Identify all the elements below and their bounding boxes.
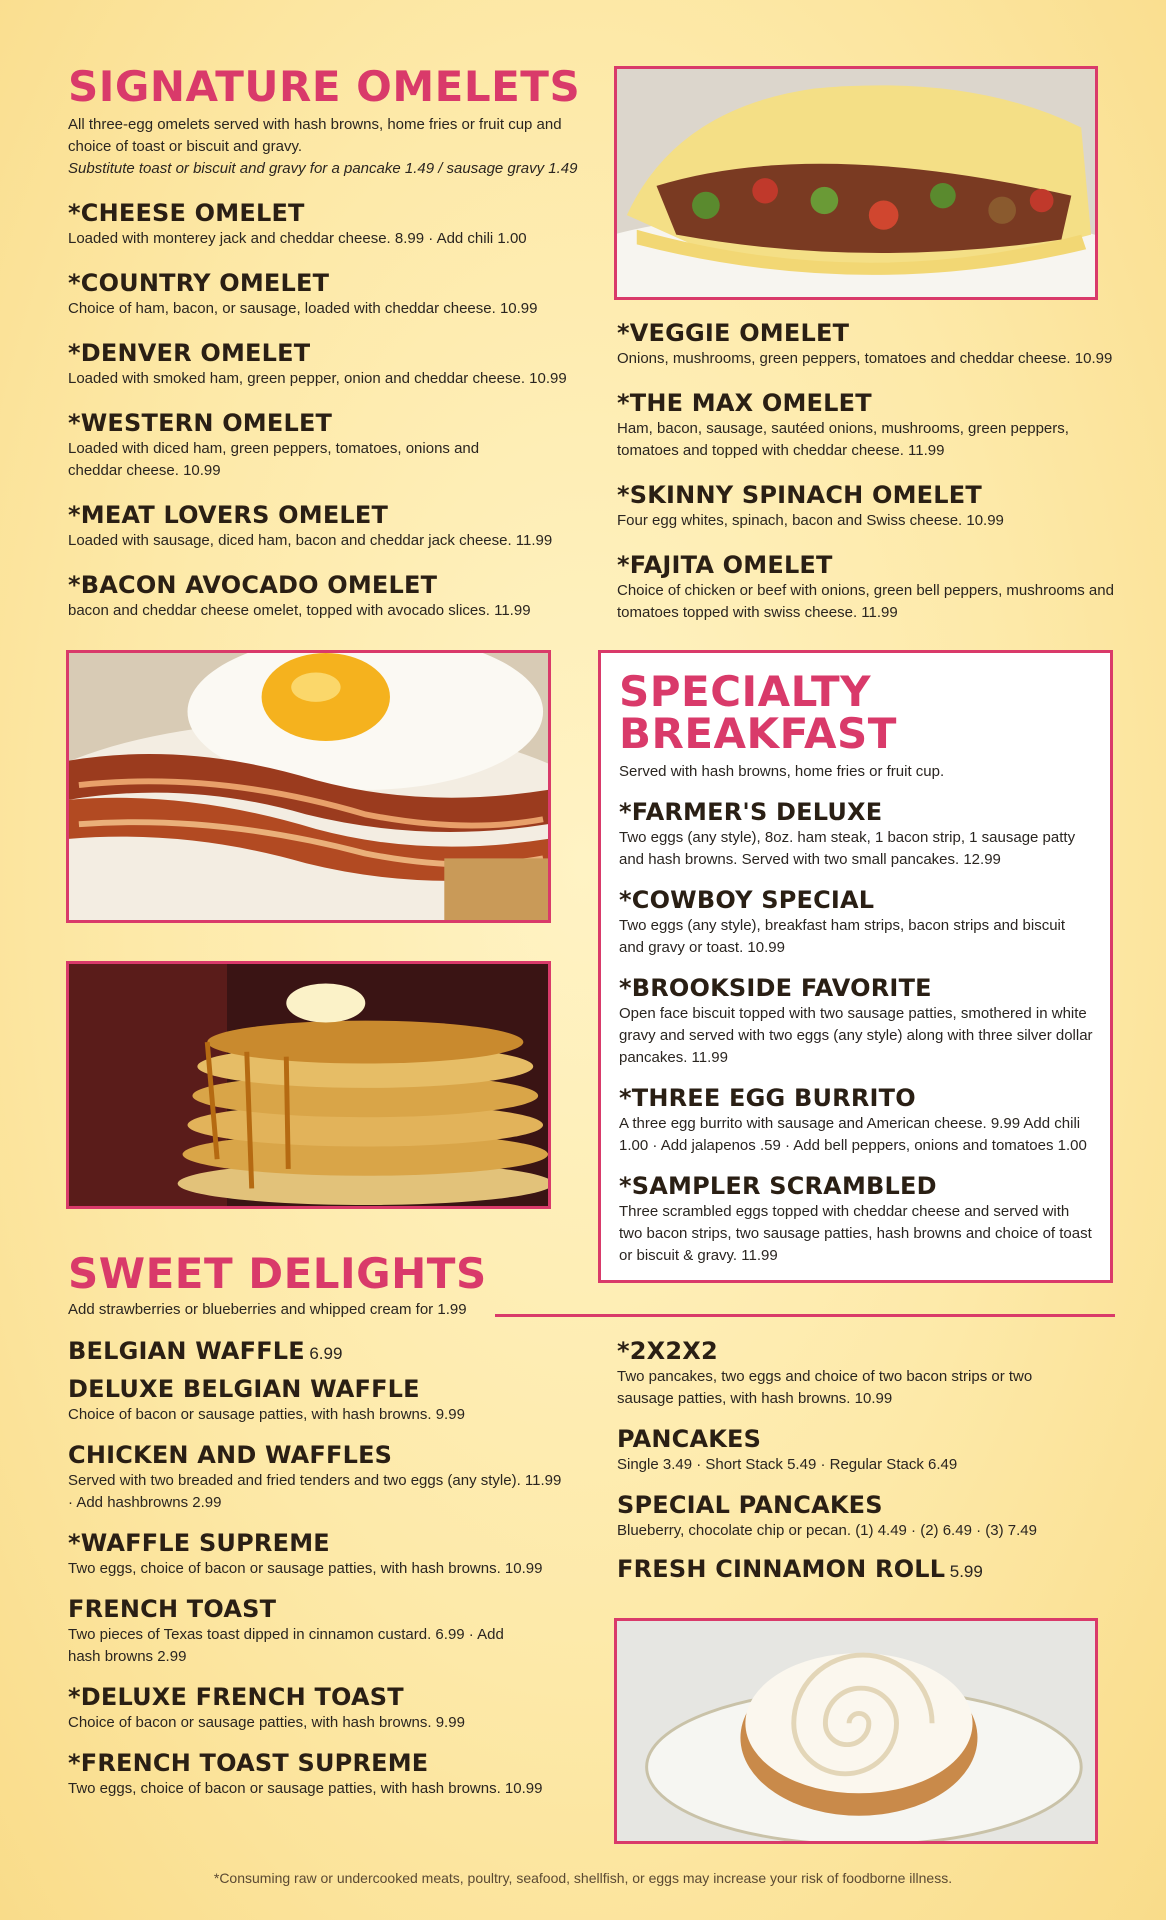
menu-item	[617, 1424, 1117, 1476]
item-name: *FAJITA OMELET	[617, 551, 833, 579]
menu-item	[617, 1554, 1117, 1584]
item-desc: Loaded with monterey jack and cheddar cheese. 8.99 · Add chili 1.00	[68, 230, 527, 247]
item-name: *THREE EGG BURRITO	[619, 1084, 916, 1112]
omelet-image	[617, 69, 1095, 297]
signature-intro-italic: Substitute toast or biscuit and gravy for a pancake 1.49 / sausage gravy 1.49	[68, 160, 578, 177]
menu-item	[617, 480, 1117, 532]
specialty-list	[619, 797, 1094, 1267]
specialty-box	[598, 650, 1113, 1283]
menu-item	[68, 570, 588, 622]
pancakes-image	[69, 964, 548, 1206]
menu-item	[68, 408, 588, 482]
item-name: DELUXE BELGIAN WAFFLE	[68, 1375, 420, 1403]
menu-item	[617, 388, 1117, 462]
menu-item	[68, 1594, 588, 1668]
item-name: *WAFFLE SUPREME	[68, 1529, 330, 1557]
pancakes-photo	[66, 961, 551, 1209]
item-name: *COWBOY SPECIAL	[619, 886, 875, 914]
item-name: *DENVER OMELET	[68, 339, 311, 367]
item-name: *COUNTRY OMELET	[68, 269, 330, 297]
item-name: *2X2X2	[617, 1337, 718, 1365]
signature-right-list	[617, 318, 1117, 624]
item-desc: Three scrambled eggs topped with cheddar cheese and served with two bacon strips, two sausage patties, hash browns and choice of toast or biscuit & gravy. 11.99	[619, 1203, 1092, 1264]
item-name: CHICKEN AND WAFFLES	[68, 1441, 393, 1469]
item-name: *MEAT LOVERS OMELET	[68, 501, 389, 529]
menu-item	[68, 1748, 588, 1800]
signature-left-list	[68, 198, 588, 622]
item-name: FRENCH TOAST	[68, 1595, 277, 1623]
item-name: *WESTERN OMELET	[68, 409, 333, 437]
menu-item	[619, 1171, 1094, 1267]
menu-item	[68, 268, 588, 320]
menu-item	[68, 198, 588, 250]
item-desc: Open face biscuit topped with two sausage patties, smothered in white gravy and served with two eggs (any style) along with three silver dollar pancakes. 11.99	[619, 1005, 1093, 1066]
item-desc: Two eggs (any style), breakfast ham strips, bacon strips and biscuit and gravy or toast. 10.99	[619, 917, 1066, 956]
signature-intro: All three-egg omelets served with hash browns, home fries or fruit cup and choice of toast or biscuit and gravy.	[68, 116, 562, 155]
menu-item	[68, 500, 588, 552]
menu-item	[617, 550, 1117, 624]
menu-item	[619, 885, 1094, 959]
item-name: *SAMPLER SCRAMBLED	[619, 1172, 937, 1200]
item-desc: Single 3.49 · Short Stack 5.49 · Regular Stack 6.49	[617, 1456, 958, 1473]
item-desc: Two eggs, choice of bacon or sausage patties, with hash browns. 10.99	[68, 1780, 543, 1797]
item-desc: Onions, mushrooms, green peppers, tomatoes and cheddar cheese. 10.99	[617, 350, 1113, 367]
omelet-photo	[614, 66, 1098, 300]
menu-item	[68, 1336, 588, 1366]
menu-item	[619, 1083, 1094, 1157]
cinnamon-roll-image	[617, 1621, 1095, 1841]
item-name: *FARMER'S DELUXE	[619, 798, 883, 826]
item-desc: Choice of chicken or beef with onions, green bell peppers, mushrooms and tomatoes topped with swiss cheese. 11.99	[617, 582, 1114, 621]
item-name: *THE MAX OMELET	[617, 389, 872, 417]
item-name: *FRENCH TOAST SUPREME	[68, 1749, 429, 1777]
item-desc: Loaded with diced ham, green peppers, tomatoes, onions and cheddar cheese. 10.99	[68, 440, 480, 479]
sweet-divider	[495, 1314, 1115, 1317]
menu-item	[617, 318, 1117, 370]
item-desc: A three egg burrito with sausage and American cheese. 9.99 Add chili 1.00 · Add jalapenos .59 · Add bell peppers, onions and tomatoes 1.00	[619, 1115, 1087, 1154]
sweet-right-list	[617, 1336, 1117, 1584]
item-desc: Two pancakes, two eggs and choice of two bacon strips or two sausage patties, with hash browns. 10.99	[617, 1368, 1033, 1407]
specialty-intro: Served with hash browns, home fries or fruit cup.	[619, 763, 945, 780]
cinnamon-roll-photo	[614, 1618, 1098, 1844]
menu-item	[68, 1374, 588, 1426]
menu-item	[68, 338, 588, 390]
sweet-intro: Add strawberries or blueberries and whipped cream for 1.99	[68, 1301, 467, 1318]
item-price: 5.99	[949, 1562, 983, 1581]
item-desc: Ham, bacon, sausage, sautéed onions, mushrooms, green peppers, tomatoes and topped with cheddar cheese. 11.99	[617, 420, 1069, 459]
item-name: PANCAKES	[617, 1425, 762, 1453]
menu-item	[619, 797, 1094, 871]
menu-item	[68, 1440, 588, 1514]
menu-item	[617, 1336, 1117, 1410]
menu-item	[617, 1490, 1117, 1542]
item-desc: Two eggs, choice of bacon or sausage patties, with hash browns. 10.99	[68, 1560, 543, 1577]
specialty-section	[619, 667, 1094, 1267]
item-name: *BROOKSIDE FAVORITE	[619, 974, 932, 1002]
item-desc: Two pieces of Texas toast dipped in cinnamon custard. 6.99 · Add hash browns 2.99	[68, 1626, 504, 1665]
item-price: 6.99	[309, 1344, 343, 1363]
item-desc: Loaded with sausage, diced ham, bacon and cheddar jack cheese. 11.99	[68, 532, 553, 549]
item-desc: Two eggs (any style), 8oz. ham steak, 1 bacon strip, 1 sausage patty and hash browns. Served with two small pancakes. 12.99	[619, 829, 1076, 868]
item-name: *DELUXE FRENCH TOAST	[68, 1683, 404, 1711]
item-name: SPECIAL PANCAKES	[617, 1491, 883, 1519]
signature-section	[68, 62, 588, 622]
item-name: *CHEESE OMELET	[68, 199, 305, 227]
item-name: FRESH CINNAMON ROLL	[617, 1555, 946, 1583]
item-desc: Choice of ham, bacon, or sausage, loaded with cheddar cheese. 10.99	[68, 300, 538, 317]
item-desc: Served with two breaded and fried tenders and two eggs (any style). 11.99 · Add hashbrowns 2.99	[68, 1472, 562, 1511]
menu-item	[68, 1682, 588, 1734]
item-desc: Four egg whites, spinach, bacon and Swiss cheese. 10.99	[617, 512, 1004, 529]
item-name: *BACON AVOCADO OMELET	[68, 571, 438, 599]
bacon-egg-image	[69, 653, 548, 920]
item-desc: bacon and cheddar cheese omelet, topped with avocado slices. 11.99	[68, 602, 531, 619]
signature-title: SIGNATURE OMELETS	[68, 62, 581, 111]
item-name: *SKINNY SPINACH OMELET	[617, 481, 982, 509]
sweet-left-list	[68, 1336, 588, 1800]
item-desc: Choice of bacon or sausage patties, with hash browns. 9.99	[68, 1406, 465, 1423]
footer-disclaimer: *Consuming raw or undercooked meats, poultry, seafood, shellfish, or eggs may increase your risk of foodborne illness.	[213, 1870, 953, 1886]
item-name: *VEGGIE OMELET	[617, 319, 850, 347]
sweet-header	[68, 1249, 588, 1321]
item-desc: Blueberry, chocolate chip or pecan. (1) 4.49 · (2) 6.49 · (3) 7.49	[617, 1522, 1037, 1539]
sweet-title: SWEET DELIGHTS	[68, 1249, 487, 1298]
item-desc: Choice of bacon or sausage patties, with hash browns. 9.99	[68, 1714, 465, 1731]
specialty-title: SPECIALTY BREAKFAST	[619, 667, 897, 758]
item-name: BELGIAN WAFFLE	[68, 1337, 305, 1365]
menu-item	[68, 1528, 588, 1580]
bacon-egg-photo	[66, 650, 551, 923]
item-desc: Loaded with smoked ham, green pepper, onion and cheddar cheese. 10.99	[68, 370, 567, 387]
menu-item	[619, 973, 1094, 1069]
